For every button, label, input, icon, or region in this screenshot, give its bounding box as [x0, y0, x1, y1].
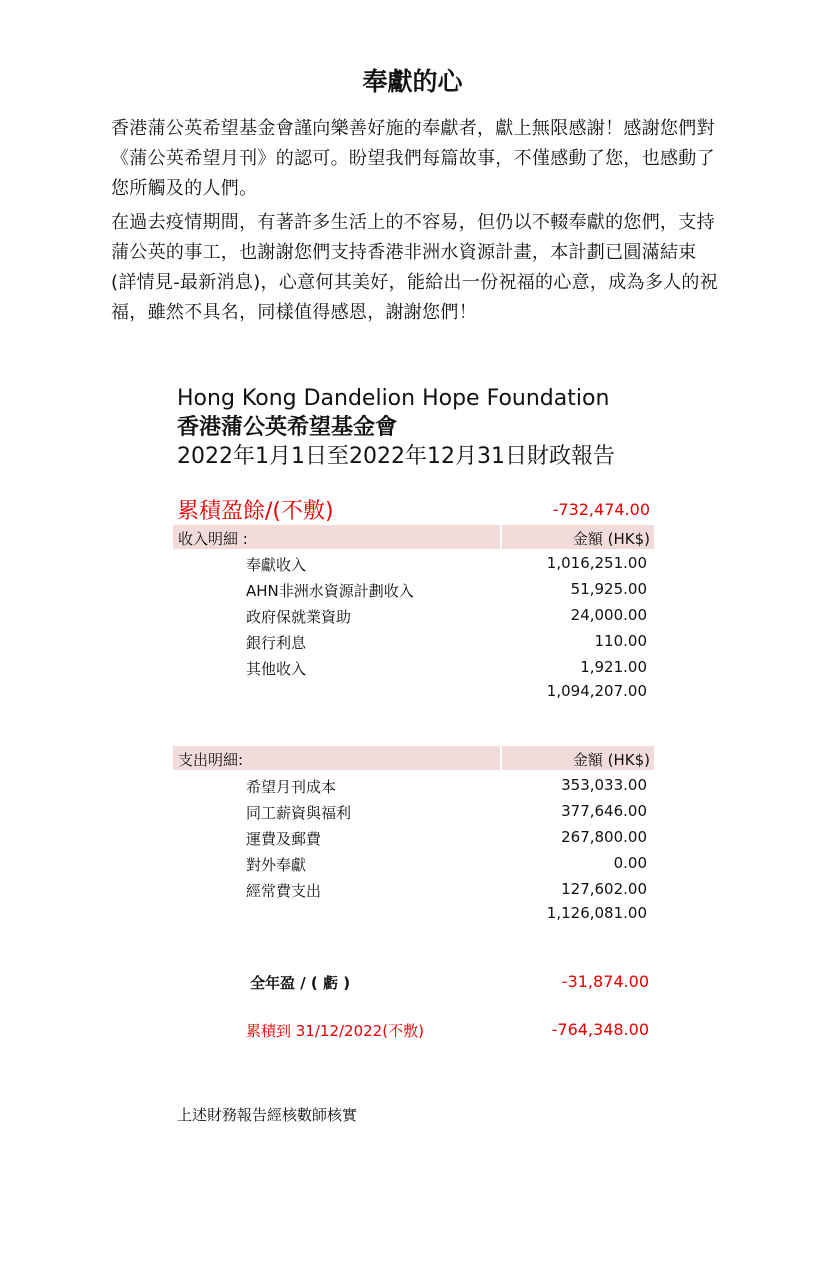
income-item-value: 1,921.00 [580, 658, 647, 676]
org-name-en: Hong Kong Dandelion Hope Foundation [177, 386, 610, 411]
expense-item-value: 377,646.00 [561, 802, 647, 820]
expense-item-label: 對外奉獻 [246, 856, 307, 874]
intro-paragraph-2: 在過去疫情期間，有著許多生活上的不容易，但仍以不輟奉獻的您們，支持蒲公英的事工，也謝謝您們支持香港非洲水資源計畫，本計劃已圓滿結束(詳情見-最新消息)，心意何其美好，能給出一份祝福的心意，成為多人的祝福，雖然不具名，同樣值得感恩，謝謝您們！ [111, 212, 719, 323]
expense-header-label: 支出明細: [178, 751, 244, 769]
annual-net-label: 全年盈 / ( 虧 ) [250, 974, 351, 992]
expense-total: 1,126,081.00 [546, 904, 647, 922]
report-period: 2022年1月1日至2022年12月31日財政報告 [177, 444, 615, 469]
expense-item-label: 同工薪資與福利 [246, 804, 352, 822]
income-item-value: 24,000.00 [570, 606, 647, 624]
cumulative-deficit-label: 累積到 31/12/2022(不敷) [246, 1022, 424, 1040]
income-item-label: 政府保就業資助 [246, 608, 352, 626]
expense-item-label: 運費及郵費 [246, 830, 322, 848]
income-total: 1,094,207.00 [546, 682, 647, 700]
page-title: 奉獻的心 [362, 67, 463, 96]
cumulative-deficit-value: -764,348.00 [551, 1020, 649, 1039]
income-header-label: 收入明細 : [178, 530, 248, 548]
income-header [173, 525, 654, 549]
expense-item-value: 127,602.00 [561, 880, 647, 898]
expense-item-value: 0.00 [613, 854, 647, 872]
income-item-label: 奉獻收入 [246, 556, 307, 574]
accumulated-balance-value: -732,474.00 [552, 500, 650, 519]
org-name-zh: 香港蒲公英希望基金會 [177, 415, 398, 440]
header-divider [500, 525, 502, 549]
header-divider [500, 746, 502, 770]
income-item-value: 51,925.00 [570, 580, 647, 598]
intro-paragraph-1: 香港蒲公英希望基金會謹向樂善好施的奉獻者，獻上無限感謝！感謝您們對《蒲公英希望月刊》的認可。盼望我們每篇故事，不僅感動了您，也感動了您所觸及的人們。 [111, 118, 715, 199]
income-item-label: AHN非洲水資源計劃收入 [246, 582, 414, 600]
annual-net-value: -31,874.00 [561, 972, 649, 991]
income-header-amount: 金額 (HK$) [572, 530, 650, 548]
expense-header-amount: 金額 (HK$) [572, 751, 650, 769]
expense-item-label: 經常費支出 [246, 882, 322, 900]
audit-note: 上述財務報告經核數師核實 [177, 1106, 358, 1124]
income-item-label: 其他收入 [246, 660, 307, 678]
income-item-value: 110.00 [594, 632, 647, 650]
income-item-value: 1,016,251.00 [546, 554, 647, 572]
expense-header [173, 746, 654, 770]
accumulated-balance-label: 累積盈餘/(不敷) [177, 499, 334, 524]
expense-item-label: 希望月刊成本 [246, 778, 337, 796]
income-item-label: 銀行利息 [246, 634, 307, 652]
expense-item-value: 353,033.00 [561, 776, 647, 794]
expense-item-value: 267,800.00 [561, 828, 647, 846]
